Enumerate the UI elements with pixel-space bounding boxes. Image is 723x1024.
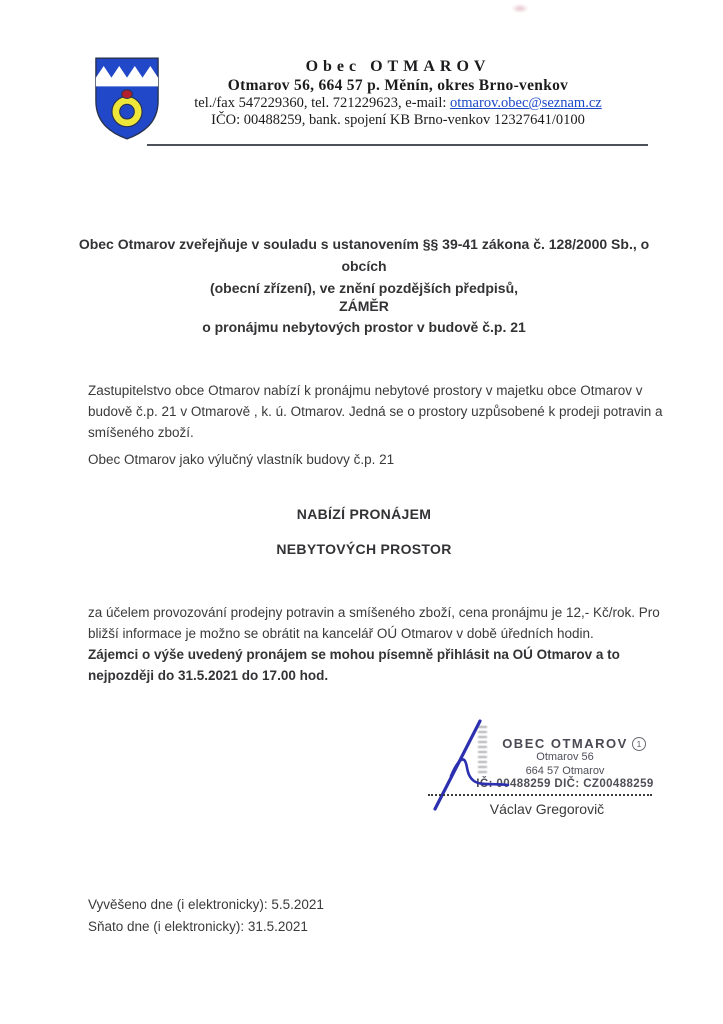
paragraph-offer-description: Zastupitelstvo obce Otmarov nabízí k pronájmu nebytové prostory v majetku obce Otmarov v budově č.p. 21 v Otmarově , k. ú. Otmarov. Jedná se o prostory uzpůsobené k prodeji potravin a smíšeného zboží. <box>88 383 663 440</box>
conditions-bold-text: Zájemci o výše uvedený pronájem se mohou písemně přihlásit na OÚ Otmarov a to nejpozději do 31.5.2021 do 17.00 hod. <box>88 647 620 683</box>
paragraph-owner-statement: Obec Otmarov jako výlučný vlastník budovy č.p. 21 <box>88 452 395 467</box>
contact-prefix: tel./fax 547229360, tel. 721229623, e-mail: <box>194 95 450 111</box>
org-name: Obec OTMAROV <box>305 58 491 75</box>
signature-dotted-line <box>428 794 652 796</box>
posted-date-line: Vyvěšeno dne (i elektronicky): 5.5.2021 <box>88 897 324 912</box>
paragraph-conditions <box>88 602 666 686</box>
offer-heading-1: NABÍZÍ PRONÁJEM <box>296 506 432 522</box>
stamp-number-badge: 1 <box>632 737 646 751</box>
header-divider <box>147 144 648 146</box>
stamp-org-name: OBEC OTMAROV <box>502 736 628 751</box>
email-link[interactable]: otmarov.obec@seznam.cz <box>450 95 602 111</box>
stamp-ic-dic: IČ: 00488259 DIČ: CZ00488259 <box>476 778 654 790</box>
org-contact-line <box>73 95 723 112</box>
conditions-regular-text: za účelem provozování prodejny potravin a smíšeného zboží, cena pronájmu je 12,- Kč/rok. Pro bližší informace je možno se obrátit na kancelář OÚ Otmarov v době úředních hodin. <box>88 605 660 641</box>
signatory-name: Václav Gregorovič <box>489 801 605 817</box>
stamp-address-2: 664 57 Otmarov <box>525 764 605 777</box>
scan-artifact-smudge <box>512 4 528 13</box>
removed-date-line: Sňato dne (i elektronicky): 31.5.2021 <box>88 918 308 934</box>
offer-heading-2: NEBYTOVÝCH PROSTOR <box>276 541 452 557</box>
document-title: ZÁMĚR <box>339 298 389 314</box>
org-ico-line: IČO: 00488259, bank. spojení KB Brno-venkov 12327641/0100 <box>211 112 585 128</box>
stamp-address-1: Otmarov 56 <box>536 751 594 763</box>
document-subtitle: o pronájmu nebytových prostor v budově č.p. 21 <box>202 319 526 335</box>
posting-dates <box>88 894 324 937</box>
intro-line-2: (obecní zřízení), ve znění pozdějších předpisů, <box>209 280 519 296</box>
intro-line-1: Obec Otmarov zveřejňuje v souladu s ustanovením §§ 39-41 zákona č. 128/2000 Sb., o obcích <box>78 236 650 274</box>
intro-statement <box>60 233 668 299</box>
org-address: Otmarov 56, 664 57 p. Měnín, okres Brno-venkov <box>227 77 569 94</box>
